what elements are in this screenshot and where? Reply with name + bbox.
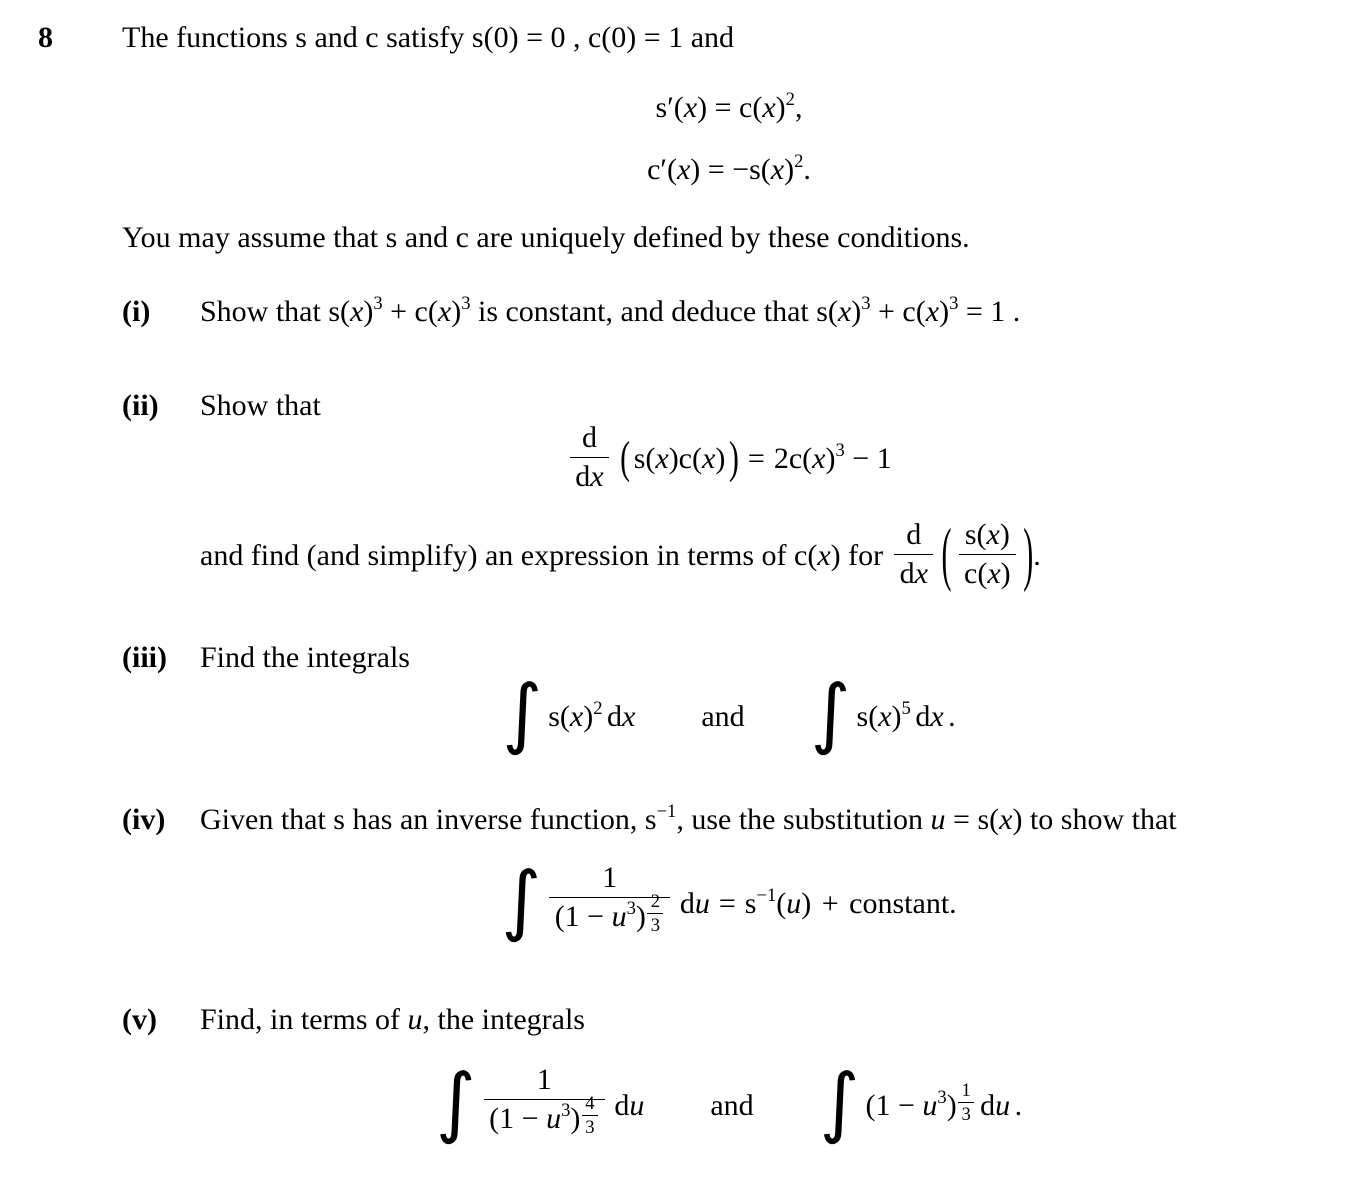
equation-c-prime-math: c′(x) = −s(x)2. — [647, 151, 811, 186]
part-i-label: (i) — [122, 295, 151, 328]
part-i-body: Show that s(x)3 + c(x)3 is constant, and deduce that s(x)3 + c(x)3 = 1 . — [200, 293, 1021, 328]
part-i — [38, 294, 1336, 330]
part-ii-continuation — [200, 512, 1336, 604]
part-v-label: (v) — [122, 1003, 157, 1036]
assumption-line: You may assume that s and c are uniquely defined by these conditions. — [122, 221, 970, 254]
equation-integrals-iii-math: ∫ s(x)2 dx and ∫ s(x)5 dx . — [502, 669, 956, 759]
equation-substitution-iv-math: ∫ 1 (1 − u3) $\frac{2}{3}$ du = s−1(u) + constant. — [501, 856, 957, 946]
equation-integrals-iii — [122, 669, 1336, 759]
equation-product-rule — [122, 421, 1336, 498]
part-iii — [38, 640, 1336, 676]
part-ii — [38, 388, 1336, 424]
question-number: 8 — [38, 21, 53, 54]
equation-s-prime — [122, 86, 1336, 130]
question-intro-row — [38, 20, 1336, 56]
part-v — [38, 1002, 1336, 1038]
part-iv — [38, 802, 1336, 838]
part-ii-continuation-math: and find (and simplify) an expression in terms of c(x) for $\frac{d}{dx}$ ( $\frac{s(x)}{c(x)}$ ). — [200, 515, 1041, 594]
part-ii-label: (ii) — [122, 389, 159, 422]
part-iii-label: (iii) — [122, 641, 167, 674]
part-iv-label: (iv) — [122, 803, 166, 836]
equation-integrals-v-math: ∫ 1 (1 − u3) $\frac{4}{3}$ du and ∫ (1 − u3) $\frac{1}{3}$ du . — [435, 1058, 1023, 1148]
equation-integrals-v — [122, 1052, 1336, 1164]
intro-line: The functions s and c satisfy s(0) = 0 , c(0) = 1 and — [122, 21, 735, 54]
part-v-body: Find, in terms of u, the integrals — [200, 1003, 585, 1036]
part-ii-lead: Show that — [200, 389, 321, 422]
equation-substitution-iv — [122, 854, 1336, 958]
part-iv-body: Given that s has an inverse function, s−1, use the substitution u = s(x) to show that — [200, 801, 1177, 836]
equation-s-prime-math: s′(x) = c(x)2, — [655, 89, 803, 124]
part-iii-lead: Find the integrals — [200, 641, 410, 674]
equation-product-rule-math: $\frac{d}{dx}$ ( s(x)c(x) ) = 2c(x)3 − 1 — [566, 423, 891, 499]
equation-c-prime — [122, 148, 1336, 192]
